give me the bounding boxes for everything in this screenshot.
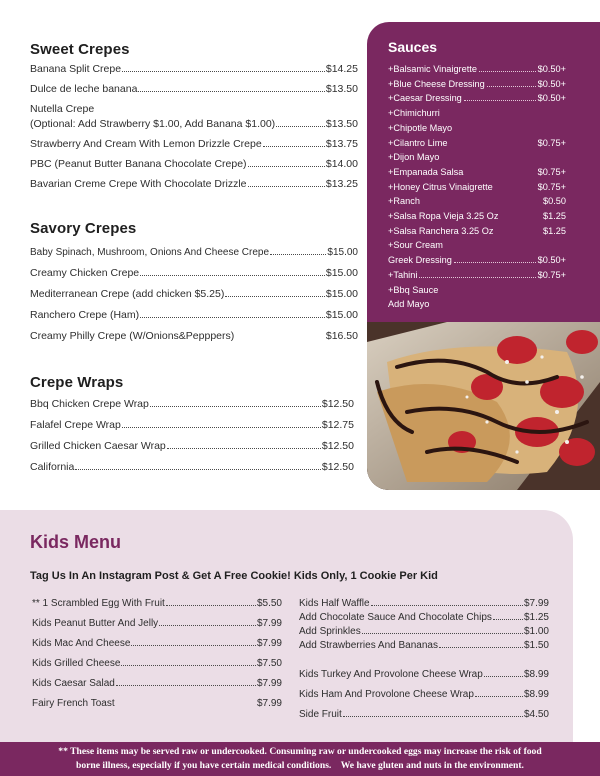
- sauce-item: [388, 209, 566, 224]
- item-name: Fairy French Toast: [32, 698, 115, 709]
- sauce-item: [388, 283, 566, 298]
- dot-leader: [270, 247, 326, 255]
- dot-leader: [487, 80, 536, 87]
- item-price: $7.99: [256, 618, 282, 629]
- dot-leader: [138, 84, 324, 92]
- item-name: Banana Split Crepe: [30, 63, 122, 75]
- dot-leader: [248, 159, 325, 167]
- item-price: $15.00: [325, 288, 358, 300]
- item-price: $15.00: [325, 267, 358, 279]
- item-price: $13.50: [325, 118, 358, 130]
- sauce-name: +Sour Cream: [388, 240, 443, 251]
- sauces-panel: [367, 22, 600, 322]
- sauce-price: $0.50+: [537, 93, 566, 104]
- sauce-item: [388, 194, 566, 209]
- menu-item: [32, 597, 282, 610]
- dot-leader: [484, 669, 523, 677]
- item-price: $13.75: [325, 138, 358, 150]
- item-name: Creamy Philly Crepe (W/Onions&Pepppers): [30, 330, 235, 342]
- item-note: (Optional: Add Strawberry $1.00, Add Banana $1.00): [30, 118, 276, 130]
- sauce-name: +Salsa Ropa Vieja 3.25 Oz: [388, 211, 499, 222]
- item-price: $7.50: [256, 658, 282, 669]
- sweet-crepes-list: [30, 63, 358, 191]
- menu-item: [30, 158, 358, 171]
- item-name: Nutella Crepe: [30, 103, 95, 115]
- dot-leader: [116, 678, 256, 686]
- item-name: Creamy Chicken Crepe: [30, 267, 140, 279]
- menu-item: [32, 617, 282, 630]
- item-name: Strawberry And Cream With Lemon Drizzle Crepe: [30, 138, 262, 150]
- sauce-price: $1.25: [543, 225, 566, 236]
- menu-item: [299, 708, 549, 721]
- dot-leader: [343, 709, 523, 717]
- sauce-item: [388, 77, 566, 92]
- sauce-price: $0.50+: [537, 255, 566, 266]
- sauce-name: Greek Dressing: [388, 255, 452, 266]
- dot-leader: [150, 399, 321, 407]
- item-price: $12.50: [321, 398, 354, 410]
- item-price: $15.00: [327, 247, 358, 258]
- menu-item: [30, 63, 358, 76]
- sauce-name: +Ranch: [388, 196, 420, 207]
- sauce-item: [388, 180, 566, 195]
- item-name: Grilled Chicken Caesar Wrap: [30, 440, 166, 452]
- menu-item: [299, 668, 549, 681]
- dot-leader: [140, 268, 325, 276]
- item-price: $1.25: [523, 612, 549, 623]
- sauce-item: [388, 121, 566, 136]
- disclaimer-line-1: ** These items may be served raw or undercooked. Consuming raw or undercooked eggs may increase the risk of food: [58, 746, 542, 757]
- menu-item: [30, 267, 358, 280]
- item-name: Add Strawberries And Bananas: [299, 640, 438, 651]
- item-name: Kids Caesar Salad: [32, 678, 115, 689]
- item-price: $1.50: [523, 640, 549, 651]
- item-price: $8.99: [523, 669, 549, 680]
- item-price: $12.50: [321, 461, 354, 473]
- sauce-name: +Blue Cheese Dressing: [388, 78, 485, 89]
- sauce-price: $0.75+: [537, 137, 566, 148]
- crepe-wraps-list: [30, 398, 354, 474]
- allergen-disclaimer: [0, 742, 600, 776]
- sauce-name: +Caesar Dressing: [388, 93, 462, 104]
- crepe-illustration: [367, 322, 600, 490]
- dot-leader: [159, 618, 256, 626]
- menu-item: [30, 138, 358, 151]
- item-name: Kids Grilled Cheese: [32, 658, 121, 669]
- item-name: Side Fruit: [299, 709, 342, 720]
- dot-leader: [263, 139, 325, 147]
- item-name: ** 1 Scrambled Egg With Fruit: [32, 598, 165, 609]
- dot-leader: [500, 212, 541, 219]
- dot-leader: [479, 65, 536, 72]
- sauce-name: Add Mayo: [388, 299, 430, 310]
- dot-leader: [121, 658, 256, 666]
- sauce-item: [388, 165, 566, 180]
- item-name: Kids Peanut Butter And Jelly: [32, 618, 159, 629]
- menu-item: [30, 309, 358, 322]
- item-price: $15.00: [325, 309, 358, 321]
- item-name: Kids Mac And Cheese: [32, 638, 131, 649]
- dot-leader: [454, 256, 536, 263]
- item-name: Ranchero Crepe (Ham): [30, 309, 140, 321]
- item-price: $16.50: [325, 330, 358, 342]
- item-price: $8.99: [523, 689, 549, 700]
- kids-promo-text: Tag Us In An Instagram Post & Get A Free Cookie! Kids Only, 1 Cookie Per Kid: [30, 570, 438, 582]
- sauce-item: [388, 150, 566, 165]
- sauce-item: [388, 91, 566, 106]
- item-price: $1.00: [523, 626, 549, 637]
- sauce-item: [388, 224, 566, 239]
- dot-leader: [248, 179, 325, 187]
- menu-item: [30, 103, 358, 131]
- item-name: Baby Spinach, Mushroom, Onions And Cheese Crepe: [30, 247, 270, 258]
- item-price: $14.25: [325, 63, 358, 75]
- dot-leader: [225, 289, 325, 297]
- item-name: California: [30, 461, 75, 473]
- dot-leader: [131, 638, 256, 646]
- sauce-name: +Balsamic Vinaigrette: [388, 64, 477, 74]
- sauce-price: $0.50+: [537, 78, 566, 89]
- sauce-price: $0.75+: [537, 269, 566, 280]
- dot-leader: [464, 94, 536, 101]
- savory-crepes-title: Savory Crepes: [30, 220, 137, 237]
- sauce-name: +Dijon Mayo: [388, 152, 440, 163]
- menu-item: [30, 419, 354, 432]
- item-name: Kids Half Waffle: [299, 598, 370, 609]
- item-price: $12.50: [321, 440, 354, 452]
- dot-leader: [465, 168, 535, 175]
- crepe-wraps-title: Crepe Wraps: [30, 374, 124, 391]
- dot-leader: [439, 640, 523, 648]
- menu-item: [299, 611, 549, 624]
- sauce-name: +Tahini: [388, 269, 418, 280]
- sauce-price: $0.50: [543, 196, 566, 207]
- dot-leader: [493, 612, 523, 620]
- sauce-item: [388, 268, 566, 283]
- dot-leader: [75, 462, 321, 470]
- menu-item: [30, 330, 358, 343]
- item-name: Dulce de leche banana: [30, 83, 138, 95]
- menu-item: [30, 246, 358, 259]
- item-name: Mediterranean Crepe (add chicken $5.25): [30, 288, 225, 300]
- dot-leader: [371, 598, 523, 606]
- kids-menu-title: Kids Menu: [30, 532, 122, 552]
- sauce-name: +Cilantro Lime: [388, 137, 448, 148]
- menu-item: [30, 398, 354, 411]
- dot-leader: [495, 227, 541, 234]
- sauce-name: +Chimichurri: [388, 108, 440, 119]
- menu-item: [32, 637, 282, 650]
- sauce-price: $0.50+: [537, 64, 566, 74]
- kids-right-column: [299, 597, 549, 721]
- menu-item: [30, 178, 358, 191]
- dot-leader: [116, 698, 256, 706]
- item-price: $12.75: [321, 419, 354, 431]
- menu-item: [30, 440, 354, 453]
- menu-item: [299, 639, 549, 652]
- menu-item: [32, 657, 282, 670]
- menu-item: [30, 288, 358, 301]
- dot-leader: [122, 420, 321, 428]
- dot-leader: [495, 183, 536, 190]
- sauces-title: Sauces: [388, 39, 438, 55]
- dot-leader: [166, 598, 256, 606]
- sauce-name: +Bbq Sauce: [388, 284, 439, 295]
- sauce-item: [388, 62, 566, 77]
- dot-leader: [167, 441, 321, 449]
- sauces-list: [388, 62, 566, 312]
- item-price: $5.50: [256, 598, 282, 609]
- menu-item: [30, 461, 354, 474]
- menu-item: [30, 83, 358, 96]
- menu-item: [299, 597, 549, 610]
- sauce-price: $0.75+: [537, 166, 566, 177]
- item-price: $14.00: [325, 158, 358, 170]
- item-name: Add Sprinkles: [299, 626, 361, 637]
- item-price: $7.99: [256, 678, 282, 689]
- item-name: Add Chocolate Sauce And Chocolate Chips: [299, 612, 492, 623]
- sauce-item: [388, 253, 566, 268]
- item-price: $7.99: [256, 638, 282, 649]
- dot-leader: [362, 626, 523, 634]
- item-price: $13.25: [325, 178, 358, 190]
- sauce-item: [388, 238, 566, 253]
- item-name: Bavarian Creme Crepe With Chocolate Drizzle: [30, 178, 247, 190]
- menu-item: [32, 697, 282, 710]
- sweet-crepes-title: Sweet Crepes: [30, 41, 130, 58]
- item-name: PBC (Peanut Butter Banana Chocolate Crepe): [30, 158, 247, 170]
- kids-left-column: [32, 597, 282, 710]
- item-price: $7.99: [523, 598, 549, 609]
- sauce-item: [388, 106, 566, 121]
- dot-leader: [450, 139, 536, 146]
- sauce-price: $1.25: [543, 211, 566, 222]
- item-name: Bbq Chicken Crepe Wrap: [30, 398, 149, 410]
- sauce-item: [388, 136, 566, 151]
- dot-leader: [276, 119, 325, 127]
- sauce-item: [388, 297, 566, 312]
- dot-leader: [422, 197, 541, 204]
- crepe-photo: [367, 322, 600, 490]
- item-price: $4.50: [523, 709, 549, 720]
- kids-menu-section: [0, 510, 573, 776]
- dot-leader: [419, 271, 535, 278]
- dot-leader: [140, 310, 325, 318]
- sauce-name: +Chipotle Mayo: [388, 122, 453, 133]
- menu-item: [32, 677, 282, 690]
- menu-item: [299, 625, 549, 638]
- sauce-name: +Empanada Salsa: [388, 166, 464, 177]
- sauce-name: +Salsa Ranchera 3.25 Oz: [388, 225, 494, 236]
- item-name: Kids Turkey And Provolone Cheese Wrap: [299, 669, 483, 680]
- menu-item: [299, 688, 549, 701]
- dot-leader: [122, 64, 325, 72]
- dot-leader: [475, 689, 523, 697]
- savory-crepes-list: [30, 246, 358, 343]
- item-name: Falafel Crepe Wrap: [30, 419, 121, 431]
- item-price: $7.99: [256, 698, 282, 709]
- item-name: Kids Ham And Provolone Cheese Wrap: [299, 689, 474, 700]
- sauce-price: $0.75+: [537, 181, 566, 192]
- sauce-name: +Honey Citrus Vinaigrette: [388, 181, 493, 192]
- item-price: $13.50: [325, 83, 358, 95]
- disclaimer-line-2: borne illness, especially if you have certain medical conditions. We have gluten and nuts in the environment.: [76, 760, 524, 771]
